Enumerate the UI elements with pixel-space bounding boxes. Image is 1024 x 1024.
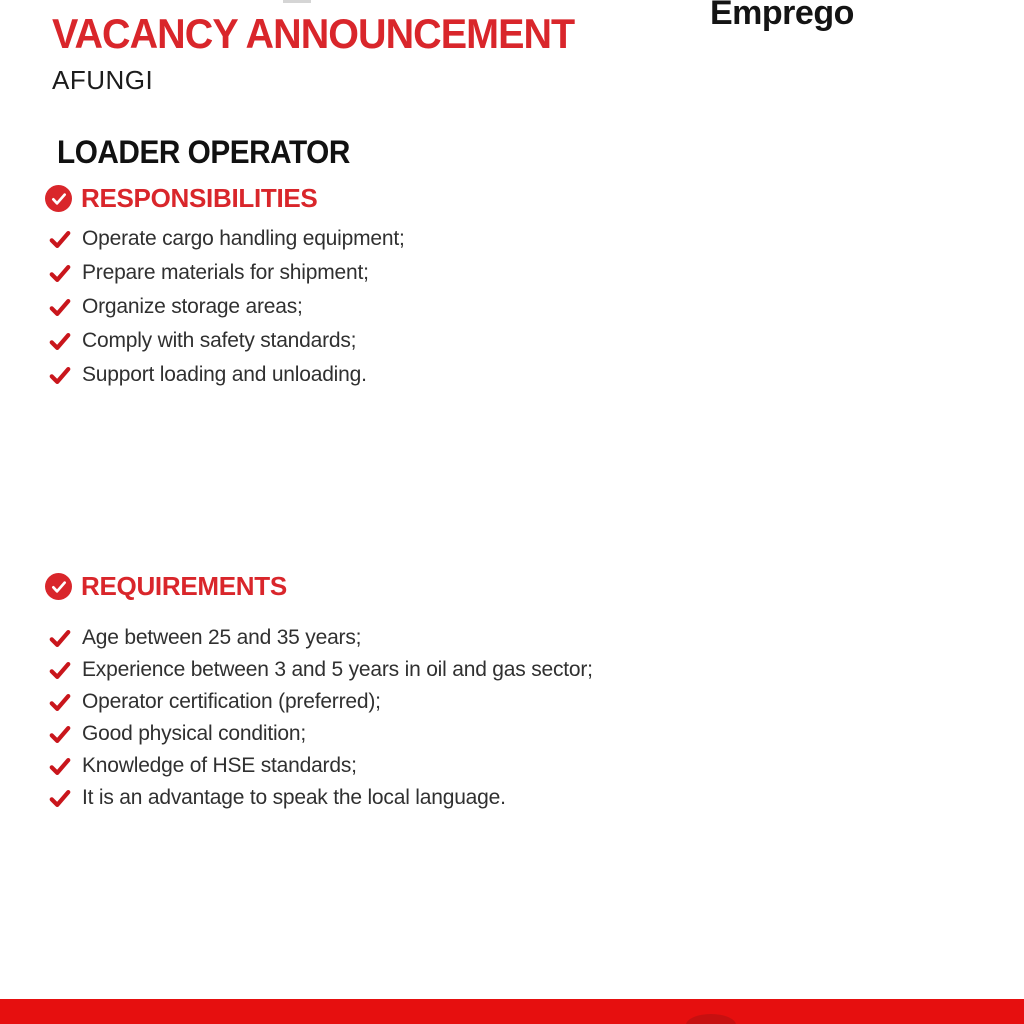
list-item-text: Prepare materials for shipment;	[82, 261, 369, 284]
check-icon	[49, 661, 71, 680]
check-icon	[49, 757, 71, 776]
list-item-text: Knowledge of HSE standards;	[82, 754, 357, 777]
section-responsibilities	[45, 183, 405, 392]
list-item	[45, 290, 405, 324]
list-item	[45, 750, 593, 782]
check-icon	[49, 366, 71, 385]
list-item-text: Experience between 3 and 5 years in oil and gas sector;	[82, 658, 593, 681]
check-icon	[49, 629, 71, 648]
footer-emblem-icon	[686, 1014, 736, 1024]
list-item-text: Operate cargo handling equipment;	[82, 227, 405, 250]
section-heading-label: RESPONSIBILITIES	[81, 183, 318, 213]
list-item	[45, 782, 593, 814]
check-icon	[49, 332, 71, 351]
section-heading	[45, 571, 593, 602]
check-icon	[49, 693, 71, 712]
page-title: VACANCY ANNOUNCEMENT	[52, 10, 575, 57]
check-circle-icon	[45, 573, 72, 600]
list-item	[45, 324, 405, 358]
list-item-text: Organize storage areas;	[82, 295, 303, 318]
check-circle-icon	[45, 185, 72, 212]
responsibilities-list	[45, 222, 405, 392]
brand-wordmark: Emprego	[710, 0, 854, 32]
list-item-text: It is an advantage to speak the local language.	[82, 786, 506, 809]
list-item	[45, 622, 593, 654]
list-item	[45, 686, 593, 718]
check-icon	[49, 264, 71, 283]
masthead	[52, 10, 608, 96]
list-item	[45, 654, 593, 686]
section-heading	[45, 183, 405, 214]
top-crop-artifact	[283, 0, 311, 3]
check-icon	[49, 789, 71, 808]
check-icon	[49, 725, 71, 744]
check-icon	[49, 230, 71, 249]
footer-bar	[0, 999, 1024, 1024]
list-item	[45, 222, 405, 256]
list-item	[45, 256, 405, 290]
requirements-list	[45, 622, 593, 814]
list-item	[45, 358, 405, 392]
list-item-text: Support loading and unloading.	[82, 363, 367, 386]
list-item	[45, 718, 593, 750]
list-item-text: Good physical condition;	[82, 722, 307, 745]
job-title: LOADER OPERATOR	[57, 134, 350, 170]
list-item-text: Comply with safety standards;	[82, 329, 357, 352]
list-item-text: Operator certification (preferred);	[82, 690, 381, 713]
check-icon	[49, 298, 71, 317]
page-subtitle: AFUNGI	[52, 65, 154, 95]
list-item-text: Age between 25 and 35 years;	[82, 626, 362, 649]
section-heading-label: REQUIREMENTS	[81, 571, 287, 601]
section-requirements	[45, 571, 593, 814]
